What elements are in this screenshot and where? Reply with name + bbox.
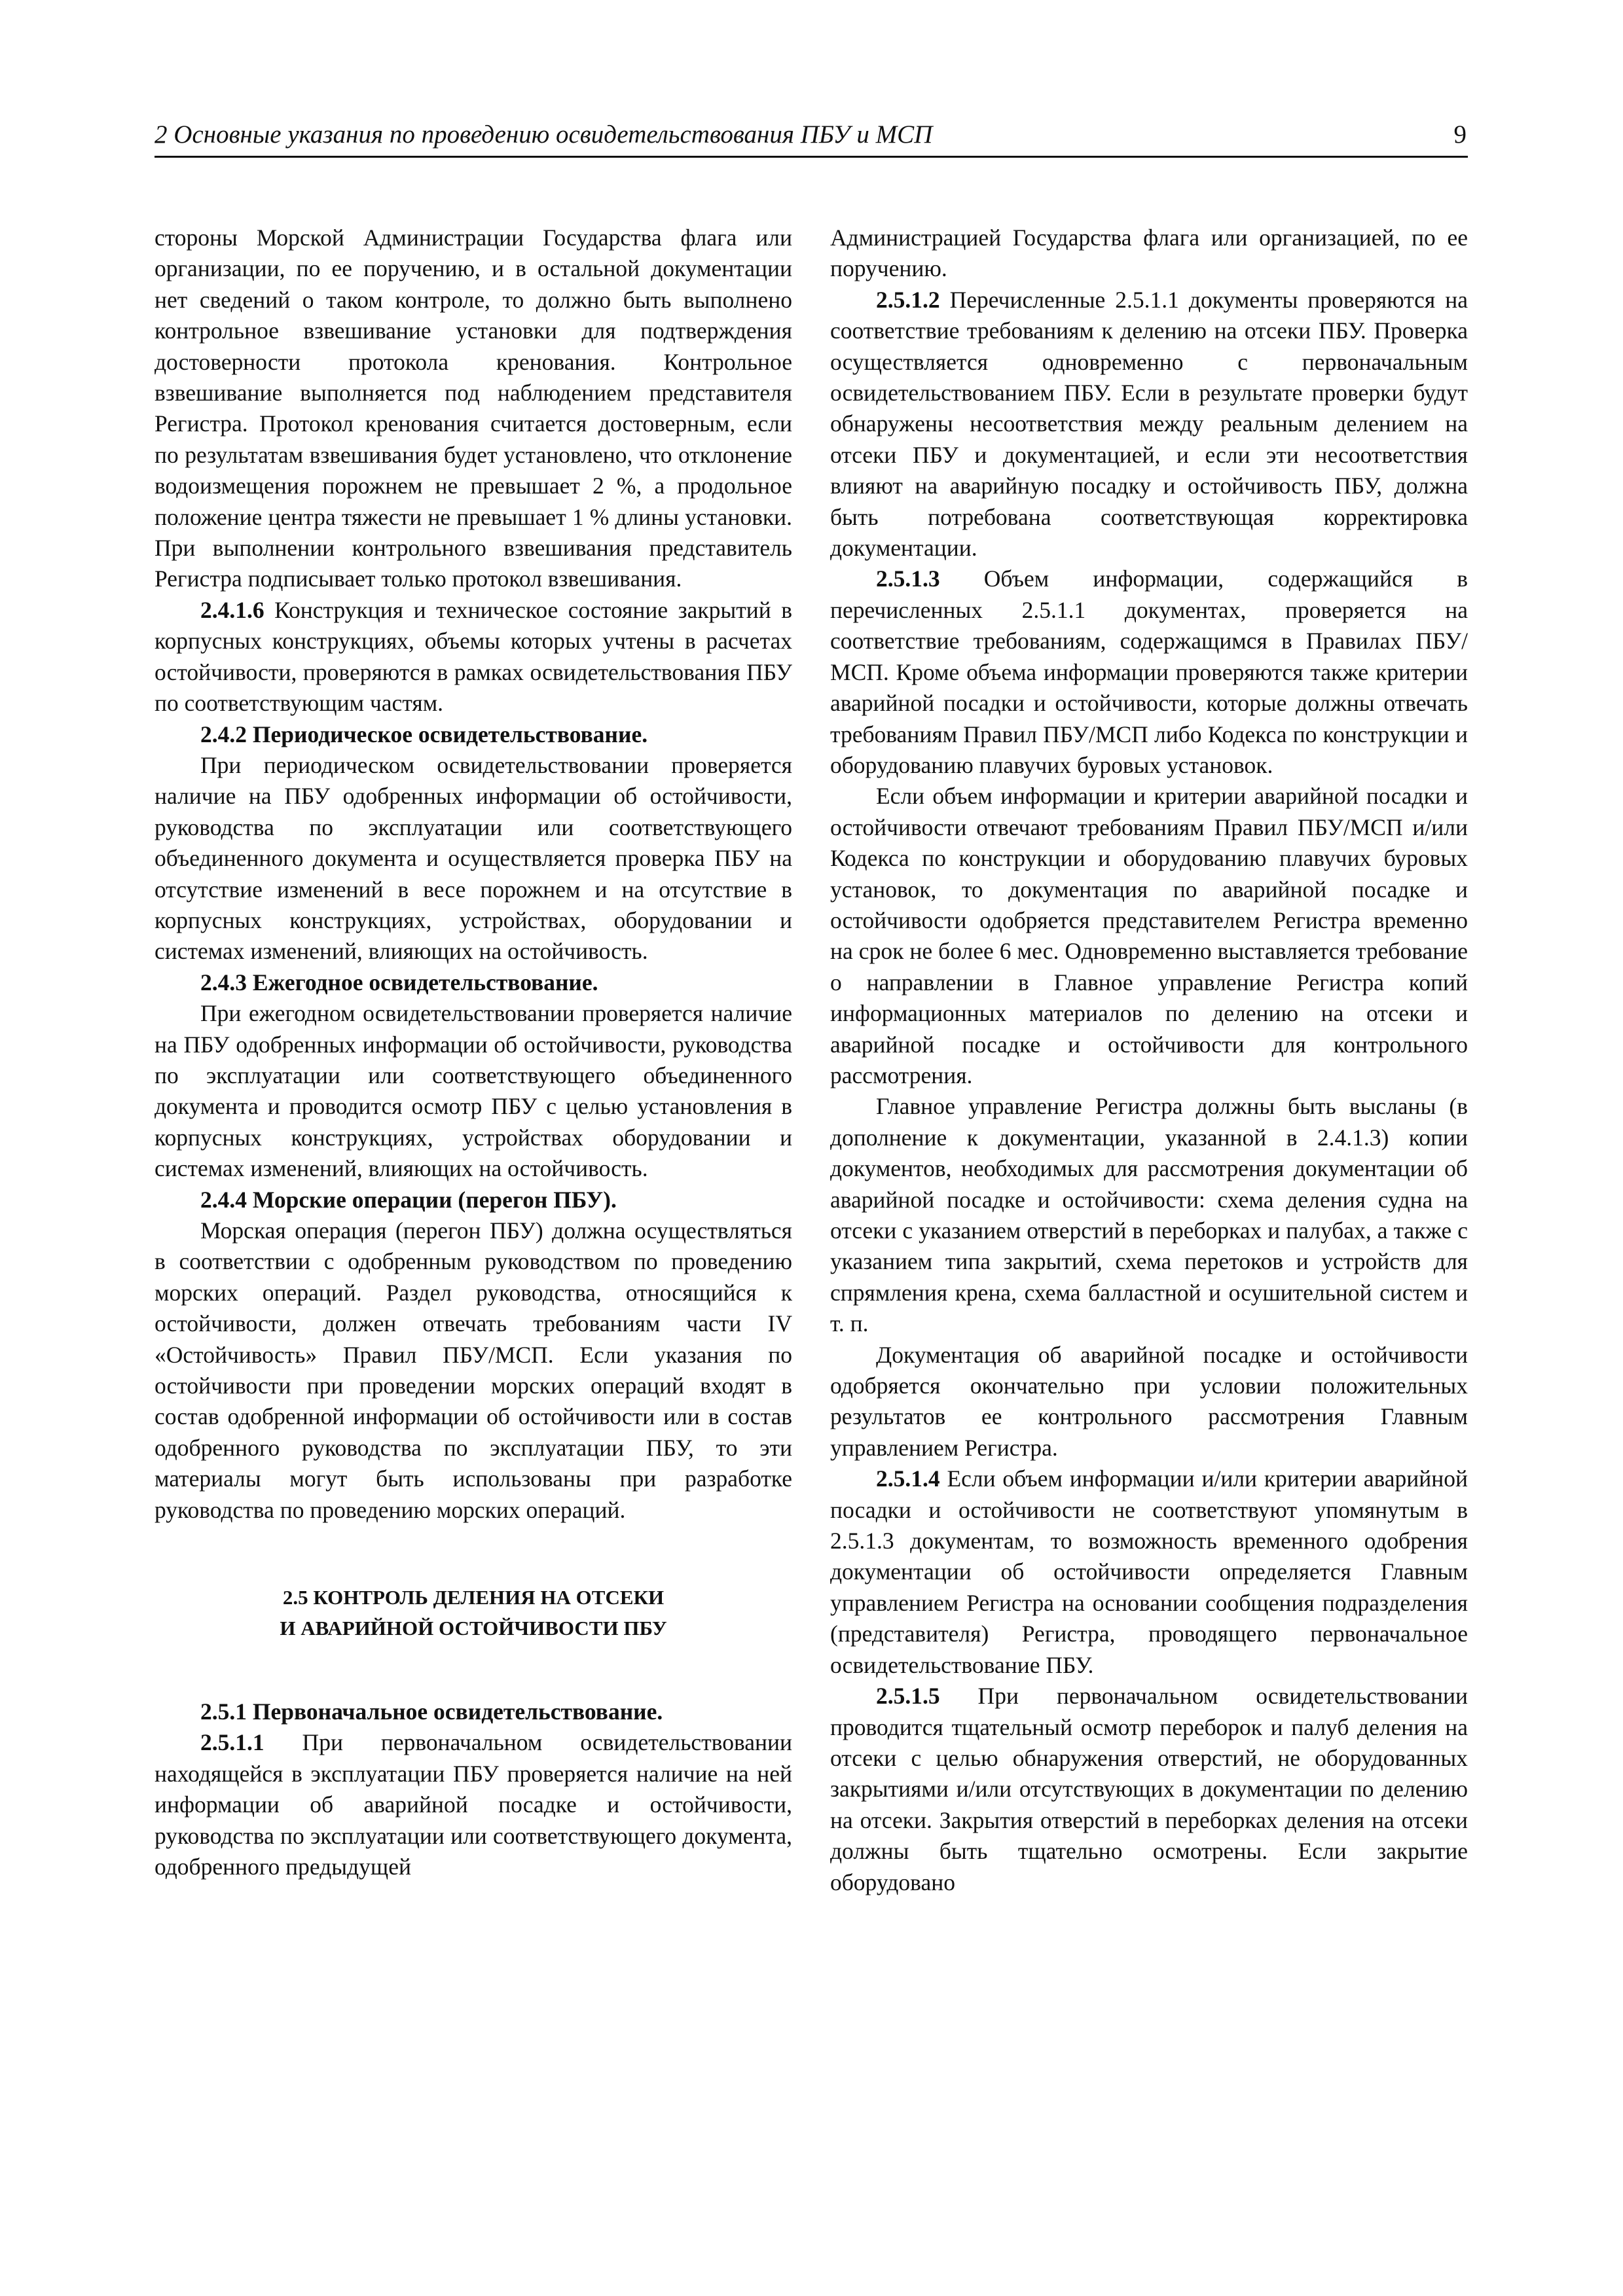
paragraph: [830, 1681, 1468, 1898]
subsection-heading: 2.4.4 Морские операции (перегон ПБУ).: [200, 1186, 617, 1213]
subsection-heading: 2.4.3 Ежегодное освидетельствование.: [200, 969, 598, 996]
paragraph-text: Конструкция и техническое состояние закрытий в корпусных конструкциях, объемы которых учтены в расчетах остойчивости, проверяются в рамках освидетельствования ПБУ по соответствующим частям.: [155, 596, 792, 717]
clause-number: 2.5.1.5: [876, 1683, 940, 1710]
subsection-heading: 2.5.1 Первоначальное освидетельствование.: [200, 1698, 663, 1725]
running-header-title: 2 Основные указания по проведению освидетельствования ПБУ и МСП: [155, 120, 933, 149]
paragraph: При периодическом освидетельствовании проверяется наличие на ПБУ одобренных информации об остойчивости, руководства по эксплуатации или соответствующего объединенного документа и осуществляется проверка ПБУ на отсутствие изменений в весе порожнем и на отсутствие в корпусных конструкциях, устройствах, оборудовании и системах изменений, влияющих на остойчивость.: [155, 751, 792, 965]
paragraph: [155, 1727, 792, 1882]
clause-number: 2.5.1.3: [876, 565, 940, 592]
section-title: [155, 1582, 792, 1644]
clause-number: 2.4.1.6: [200, 596, 264, 623]
clause-number: 2.5.1.1: [200, 1729, 264, 1756]
page-number: 9: [1453, 120, 1467, 149]
paragraph: Документация об аварийной посадке и остойчивости одобряется окончательно при условии положительных результатов ее контрольного рассмотрения Главным управлением Регистра.: [830, 1341, 1468, 1461]
clause-number: 2.5.1.4: [876, 1465, 940, 1492]
left-column: [155, 223, 792, 1882]
paragraph: [830, 564, 1468, 781]
paragraph: При ежегодном освидетельствовании проверяется наличие на ПБУ одобренных информации об остойчивости, руководства по эксплуатации или соответствующего объединенного документа и проводится осмотр ПБУ с целью установления в корпусных конструкциях, устройствах оборудовании и системах изменений, влияющих на остойчивость.: [155, 1000, 792, 1182]
paragraph: Администрацией Государства флага или организацией, по ее поручению.: [830, 224, 1468, 282]
right-column: [830, 223, 1468, 1898]
paragraph: Главное управление Регистра должны быть высланы (в дополнение к документации, указанной в 2.4.1.3) копии документов, необходимых для рассмотрения документации об аварийной посадке и остойчивости: схема деления судна на отсеки с указанием отверстий в переборках и палубах, а также с указанием типа закрытий, схема перетоков и устройств для спрямления крена, схема балластной и осушительной систем и т. п.: [830, 1093, 1468, 1337]
paragraph-text: При первоначальном освидетельствовании находящейся в эксплуатации ПБУ проверяется наличие на ней информации об аварийной посадке и остойчивости, руководства по эксплуатации или соответствующего документа, одобренного предыдущей: [155, 1729, 792, 1880]
section-title-line: И АВАРИЙНОЙ ОСТОЙЧИВОСТИ ПБУ: [280, 1617, 667, 1640]
paragraph: Если объем информации и критерии аварийной посадки и остойчивости отвечают требованиям Правил ПБУ/МСП и/или Кодекса по конструкции и оборудованию плавучих буровых установок, то документация по аварийной посадке и остойчивости одобряется представителем Регистра временно на срок не более 6 мес. Одновременно выставляется требование о направлении в Главное управление Регистра копий информационных материалов по делению на отсеки и аварийной посадке и остойчивости для контрольного рассмотрения.: [830, 783, 1468, 1088]
running-header: [155, 117, 1468, 158]
subsection-heading: 2.4.2 Периодическое освидетельствование.: [200, 721, 648, 747]
paragraph-text: Перечисленные 2.5.1.1 документы проверяются на соответствие требованиям к делению на отсеки ПБУ. Проверка осуществляется одновременно с первоначальным освидетельствованием ПБУ. Если в результате проверки будут обнаружены несоответствия между реальным делением на отсеки ПБУ и документацией, и если эти несоответствия влияют на аварийную посадку и остойчивость ПБУ, должна быть потребована соответствующая корректировка документации.: [830, 286, 1468, 562]
paragraph-text: Если объем информации и/или критерии аварийной посадки и остойчивости не соответствуют упомянутым в 2.5.1.3 документам, то возможность временного одобрения документации об остойчивости определяется Главным управлением Регистра на основании сообщения подразделения (представителя) Регистра, проводящего первоначальное освидетельствование ПБУ.: [830, 1465, 1468, 1678]
paragraph-text: При первоначальном освидетельствовании проводится тщательный осмотр переборок и палуб деления на отсеки с целью обнаружения отверстий, не оборудованных закрытиями и/или отсутствующих в документации по делению на отсеки. Закрытия отверстий в переборках деления на отсеки должны быть тщательно осмотрены. Если закрытие оборудовано: [830, 1683, 1468, 1895]
paragraph: [830, 285, 1468, 564]
paragraph: [155, 595, 792, 719]
paragraph: стороны Морской Администрации Государства флага или организации, по ее поручению, и в остальной документации нет сведений о таком контроле, то должно быть выполнено контрольное взвешивание установки для подтверждения достоверности протокола кренования. Контрольное взвешивание выполняется под наблюдением представителя Регистра. Протокол кренования считается достоверным, если по результатам взвешивания будет установлено, что отклонение водоизмещения порожнем не превышает 2 %, а продольное положение центра тяжести не превышает 1 % длины установки. При выполнении контрольного взвешивания представитель Регистра подписывает только протокол взвешивания.: [155, 224, 792, 592]
paragraph: [830, 1463, 1468, 1681]
section-title-line: 2.5 КОНТРОЛЬ ДЕЛЕНИЯ НА ОТСЕКИ: [282, 1586, 665, 1609]
paragraph-text: Объем информации, содержащийся в перечисленных 2.5.1.1 документах, проверяется на соответствие требованиям, содержащимся в Правилах ПБУ/МСП. Кроме объема информации проверяются также критерии аварийной посадки и остойчивости, которые должны отвечать требованиям Правил ПБУ/МСП либо Кодекса по конструкции и оборудованию плавучих буровых установок.: [830, 565, 1468, 778]
clause-number: 2.5.1.2: [876, 286, 940, 313]
paragraph: Морская операция (перегон ПБУ) должна осуществляться в соответствии с одобренным руководством по проведению морских операций. Раздел руководства, относящийся к остойчивости, должен отвечать требованиям части IV «Остойчивость» Правил ПБУ/МСП. Если указания по остойчивости при проведении морских операций входят в состав одобренной информации об остойчивости или в состав одобренного руководства по эксплуатации ПБУ, то эти материалы могут быть использованы при разработке руководства по проведению морских операций.: [155, 1217, 792, 1523]
